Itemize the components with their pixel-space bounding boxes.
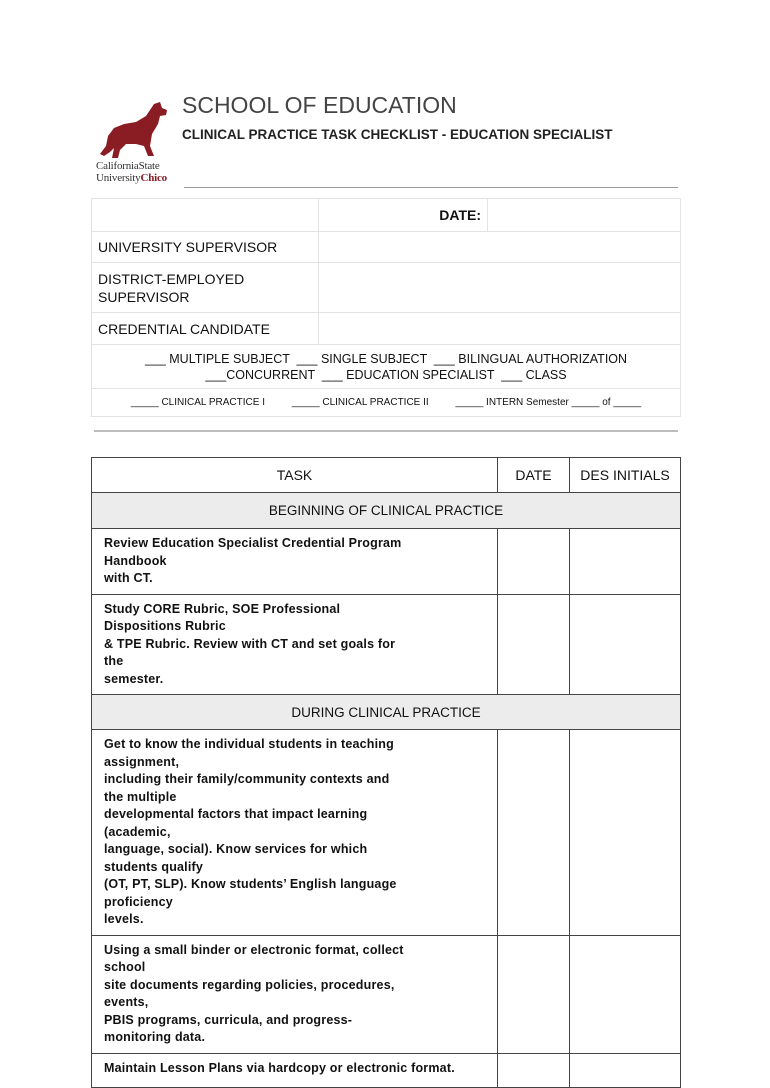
- checklist-title: CLINICAL PRACTICE TASK CHECKLIST - EDUCATION SPECIALIST: [182, 127, 613, 142]
- credential-type-options[interactable]: [92, 345, 681, 389]
- practice-options[interactable]: [92, 389, 681, 417]
- task-checklist-table: [91, 457, 681, 1088]
- task-date-cell[interactable]: [498, 935, 570, 1053]
- task-initials-cell[interactable]: [570, 594, 681, 695]
- credential-candidate-field[interactable]: [319, 313, 681, 345]
- task-row-rubrics: Study CORE Rubric, SOE Professional Dispositions Rubric & TPE Rubric. Review with CT and set goals for the semester.: [92, 594, 498, 695]
- university-supervisor-label: UNIVERSITY SUPERVISOR: [92, 232, 319, 263]
- task-row-lesson-plans: Maintain Lesson Plans via hardcopy or electronic format.: [92, 1053, 498, 1087]
- task-column-header: TASK: [92, 458, 498, 493]
- task-date-cell[interactable]: [498, 529, 570, 595]
- task-row-site-documents: Using a small binder or electronic format, collect school site documents regarding policies, procedures, events, PBIS programs, curricula, and progress-monitoring data.: [92, 935, 498, 1053]
- task-date-cell[interactable]: [498, 730, 570, 936]
- subject-options-line2: ___CONCURRENT ___ EDUCATION SPECIALIST ___ CLASS: [205, 367, 567, 382]
- task-date-cell[interactable]: [498, 1053, 570, 1087]
- header-divider: [184, 187, 678, 188]
- intern-semester-option[interactable]: _____ INTERN Semester _____ of _____: [455, 396, 642, 408]
- clinical-practice-2-option[interactable]: _____ CLINICAL PRACTICE II: [291, 396, 429, 408]
- task-row-handbook: Review Education Specialist Credential Program Handbook with CT.: [92, 529, 498, 595]
- clinical-practice-1-option[interactable]: _____ CLINICAL PRACTICE I: [130, 396, 265, 408]
- task-row-students: Get to know the individual students in teaching assignment, including their family/community contexts and the multiple developmental factors that impact learning (academic, language, social). Know services for which students qualify (OT, PT, SLP). Know students’ English language proficiency levels.: [92, 730, 498, 936]
- date-field[interactable]: [488, 199, 681, 232]
- section-during-header: DURING CLINICAL PRACTICE: [92, 695, 681, 730]
- logo-text-line2: UniversityChico: [96, 172, 167, 184]
- task-initials-cell[interactable]: [570, 1053, 681, 1087]
- date-label: DATE:: [319, 199, 488, 232]
- initials-column-header: DES INITIALS: [570, 458, 681, 493]
- task-initials-cell[interactable]: [570, 935, 681, 1053]
- task-initials-cell[interactable]: [570, 730, 681, 936]
- district-supervisor-label: DISTRICT-EMPLOYED SUPERVISOR: [92, 263, 319, 313]
- school-title: SCHOOL OF EDUCATION: [182, 92, 457, 118]
- blank-cell: [92, 199, 319, 232]
- task-date-cell[interactable]: [498, 594, 570, 695]
- credential-candidate-label: CREDENTIAL CANDIDATE: [92, 313, 319, 345]
- candidate-info-table: [91, 198, 681, 417]
- section-beginning-header: BEGINNING OF CLINICAL PRACTICE: [92, 493, 681, 529]
- section-divider: [94, 430, 678, 432]
- logo-text-line1: CaliforniaState: [96, 160, 160, 172]
- task-initials-cell[interactable]: [570, 529, 681, 595]
- subject-options-line1: ___ MULTIPLE SUBJECT ___ SINGLE SUBJECT ___ BILINGUAL AUTHORIZATION: [144, 351, 628, 366]
- university-supervisor-field[interactable]: [319, 232, 681, 263]
- district-supervisor-field[interactable]: [319, 263, 681, 313]
- date-column-header: DATE: [498, 458, 570, 493]
